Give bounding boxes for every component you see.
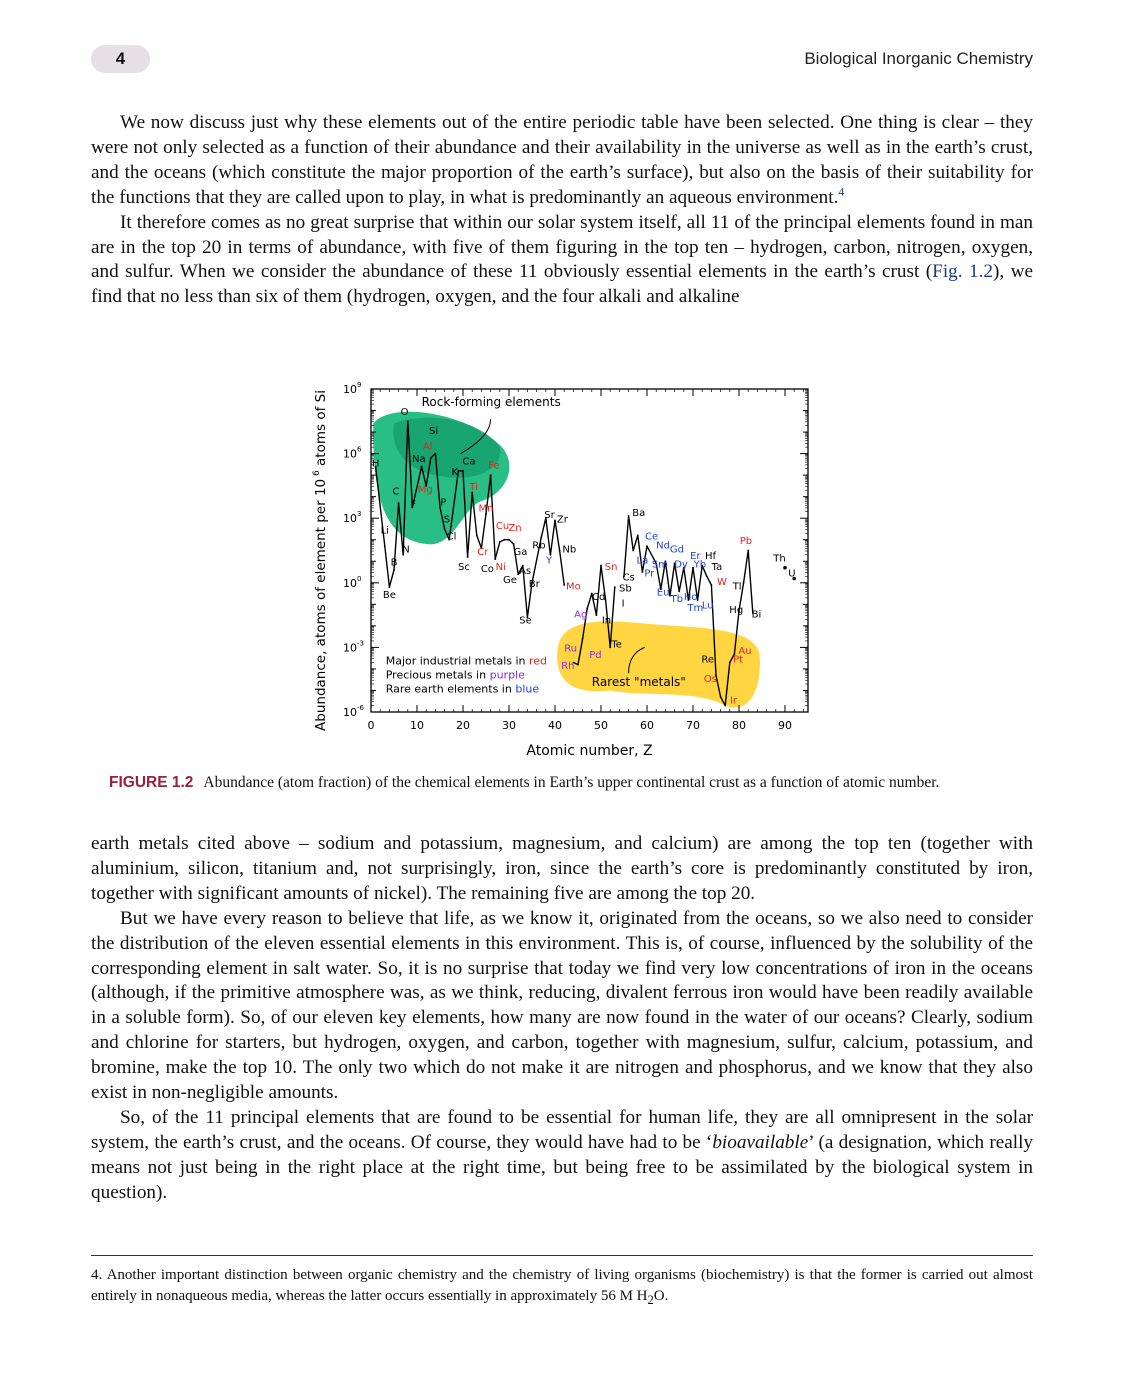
element-label-ta: Ta [711,561,723,573]
x-tick-label: 70 [686,719,700,732]
element-label-ti: Ti [469,482,478,494]
element-label-f: F [410,499,417,511]
element-label-cu: Cu [495,520,510,532]
element-label-pd: Pd [589,650,602,662]
element-label-ge: Ge [502,574,517,586]
element-label-te: Te [611,639,622,651]
element-label-cl: Cl [446,531,457,543]
element-label-os: Os [703,673,718,685]
y-tick-label: $10^3$ [343,510,362,526]
element-label-dy: Dy [674,559,688,571]
element-label-al: Al [422,441,433,453]
paragraph-5: So, of the 11 principal elements that are found to be essential for human life, they are all omnipresent in the solar system, the earth’s crust, and the oceans. Of course, they would have had to be ‘bioavailable’ (a designation, which really means not just being in the right place at the right time, but being free to be assimilated by the biological system in question). [91,1106,1033,1203]
element-label-cr: Cr [477,546,489,558]
abundance-point [444,528,446,530]
element-label-nd: Nd [656,540,671,552]
element-label-zn: Zn [508,523,522,535]
element-label-la: La [636,555,649,567]
y-tick-label: $10^6$ [343,445,362,461]
caption-label: FIGURE 1.2 [109,774,194,791]
abundance-point [504,539,506,541]
x-tick-label: 40 [548,719,562,732]
footnote-rule [91,1255,1033,1256]
element-label-be: Be [382,589,396,601]
element-label-sm: Sm [651,559,668,571]
abundance-point [435,453,437,455]
element-label-re: Re [701,654,715,666]
element-label-se: Se [519,615,532,627]
element-label-tm: Tm [687,602,704,614]
body-text-top [91,111,1033,310]
x-tick-label: 20 [456,719,470,732]
element-label-th: Th [773,553,786,565]
element-label-hf: Hf [704,551,717,563]
abundance-point [720,696,722,698]
legend-entry: Precious metals in purple [385,668,525,682]
abundance-chart [305,372,825,762]
abundance-point [628,515,630,517]
element-label-tb: Tb [670,594,684,606]
element-label-sc: Sc [457,561,470,573]
abundance-point [494,558,496,560]
abundance-point [499,541,501,543]
x-tick-label: 10 [410,719,424,732]
abundance-point [632,550,634,552]
element-label-bi: Bi [751,609,762,621]
paragraph-3: earth metals cited above – sodium and potassium, magnesium, and calcium) are among the top ten (together with aluminium, silicon, titanium and, not surprisingly, iron, since the earth’s core is predominantly constituted by iron, together with significant amounts of nickel). The remaining five are among the top 20. [91,833,1033,904]
element-label-p: P [440,497,447,509]
footnote-ref[interactable]: 4 [838,184,845,199]
element-label-pr: Pr [644,568,655,580]
x-tick-label: 80 [732,719,746,732]
element-label-n: N [402,544,410,556]
element-label-ce: Ce [645,531,659,543]
element-label-hg: Hg [729,604,744,616]
element-label-zr: Zr [556,514,568,526]
element-label-s: S [443,514,451,526]
element-label-mg: Mg [417,484,433,496]
element-label-si: Si [428,426,439,438]
y-tick-label: $10^0$ [343,574,362,590]
element-label-ba: Ba [632,508,646,520]
figure-link[interactable]: Fig. 1.2 [932,261,993,283]
abundance-point [476,535,478,537]
element-label-ir: Ir [729,695,738,707]
element-label-b: B [390,557,398,569]
element-label-br: Br [528,579,540,591]
element-label-ca: Ca [462,456,476,468]
element-label-as: As [519,566,532,578]
abundance-point [490,474,492,476]
abundance-point [384,545,386,547]
paragraph-4: But we have every reason to believe that life, as we know it, originated from the oceans, so we also need to consider the distribution of the eleven essential elements in this environment. This is, of course, influenced by the solubility of the corresponding element in salt water. So, it is no surprise that today we find very low concentrations of iron in the oceans (although, if the primitive atmosphere was, as we think, reducing, divalent ferrous iron would have been readily available in a soluble form). So, of our eleven key elements, how many are now found in the water of our oceans? Clearly, sodium and chlorine for starters, but hydrogen, oxygen, and carbon, together with magnesium, sulfur, calcium, potassium, and bromine, make the top 10. The only two which do not make it are nitrogen and phosphorus, and we know that they also exist in non-negligible amounts. [91,907,1033,1104]
x-tick-label: 90 [778,719,792,732]
element-label-rh: Rh [561,660,575,672]
element-label-w: W [717,576,727,588]
abundance-point [596,614,598,616]
abundance-point [430,457,432,459]
abundance-point [711,584,713,586]
element-label-u: U [788,568,796,580]
y-tick-label: $10^{-6}$ [343,704,364,719]
element-label-tl: Tl [732,581,742,593]
abundance-point [407,420,409,422]
rarest-metals-annotation: Rarest "metals" [591,675,686,690]
y-axis-label: Abundance, atoms of element per 10 $^6$ atoms of Si [312,390,329,731]
element-label-in: In [601,615,612,627]
abundance-point [724,705,726,707]
caption-text: Abundance (atom fraction) of the chemical elements in Earth’s upper continental crust as a function of atomic number. [203,774,940,791]
element-label-sn: Sn [604,561,618,573]
element-label-y: Y [545,555,553,567]
element-label-yb: Yb [693,559,707,571]
element-label-k: K [451,467,459,479]
legend-entry: Major industrial metals in red [385,654,548,668]
element-label-sr: Sr [544,510,555,522]
footnote-4: 4. Another important distinction between organic chemistry and the chemistry of living organisms (biochemistry) is that the former is carried out almost entirely in nonaqueous media, whereas the latter occurs essentially in approximately 56 M $H_2O$. [91,1267,1033,1307]
figure-1-2 [305,372,825,762]
abundance-point [646,545,648,547]
abundance-point [600,565,602,567]
element-label-ho: Ho [683,592,698,604]
element-label-eu: Eu [656,587,670,599]
element-label-nb: Nb [562,544,577,556]
x-tick-label: 60 [640,719,654,732]
abundance-point [389,586,391,588]
element-label-cd: Cd [592,592,606,604]
element-label-rb: Rb [532,540,546,552]
element-label-ru: Ru [564,643,578,655]
element-label-ni: Ni [495,561,506,573]
abundance-point [729,662,731,664]
rock-forming-annotation: Rock-forming elements [421,395,561,410]
abundance-point [393,569,395,571]
abundance-point [540,537,542,539]
figure-caption [109,774,1039,792]
abundance-point [747,550,749,552]
page-number-badge: 4 [91,45,150,73]
abundance-point [513,543,515,545]
abundance-point [467,556,469,558]
abundance-point [642,571,644,573]
element-label-pt: Pt [733,654,744,666]
abundance-point [706,575,708,577]
element-label-fe: Fe [488,460,500,472]
paragraph-2: It therefore comes as no great surprise that within our solar system itself, all 11 of the principal elements found in man are in the top 20 in terms of abundance, with five of them figuring in the top ten – hydrogen, carbon, nitrogen, oxygen, and sulfur. When we consider the abundance of these 11 obviously essential elements in the earth’s crust (Fig. 1.2), we find that no less than six of them (hydrogen, oxygen, and the four alkali and alkaline [91,211,1033,308]
abundance-point [637,535,639,537]
body-text-bottom [91,832,1033,1206]
abundance-point [614,586,616,588]
abundance-point [577,664,579,666]
legend-entry: Rare earth elements in blue [385,682,540,696]
element-label-o: O [400,406,409,418]
element-label-na: Na [412,454,426,466]
abundance-point [582,638,584,640]
element-label-lu: Lu [701,600,714,612]
abundance-point [743,582,745,584]
element-label-li: Li [380,525,389,537]
element-label-mo: Mo [566,581,581,593]
element-label-co: Co [480,564,494,576]
element-label-au: Au [738,645,752,657]
paragraph-1: We now discuss just why these elements out of the entire periodic table have been selected. One thing is clear – they were not only selected as a function of their abundance and their availability in the universe as well as in the earth’s crust, and the oceans (which constitute the major proportion of the earth’s surface), but also on the basis of their suitability for the functions that they are called upon to play, in what is predominantly an aqueous environment.$^4$ [91,112,1033,208]
abundance-point [398,502,400,504]
abundance-point [421,466,423,468]
element-label-mn: Mn [478,503,494,515]
x-tick-label: 0 [367,719,375,732]
element-label-pb: Pb [739,536,753,548]
element-label-h: H [371,458,380,470]
abundance-point [678,591,680,593]
x-axis-label: Atomic number, Z [526,743,653,759]
y-tick-label: $10^{-3}$ [343,639,364,655]
element-label-ga: Ga [513,546,528,558]
element-label-c: C [392,486,400,498]
element-label-i: I [621,598,625,610]
running-head: Biological Inorganic Chemistry [804,49,1033,68]
element-label-sb: Sb [619,583,632,595]
element-label-gd: Gd [669,544,684,556]
abundance-point [783,566,787,570]
element-label-cs: Cs [622,572,635,584]
x-tick-label: 30 [502,719,516,732]
abundance-point [508,539,510,541]
element-label-ag: Ag [574,609,588,621]
element-label-er: Er [690,551,701,563]
y-tick-label: $10^9$ [343,381,362,396]
x-tick-label: 50 [594,719,608,732]
abundance-point [462,470,464,472]
abundance-point [559,550,561,552]
abundance-point [563,584,565,586]
